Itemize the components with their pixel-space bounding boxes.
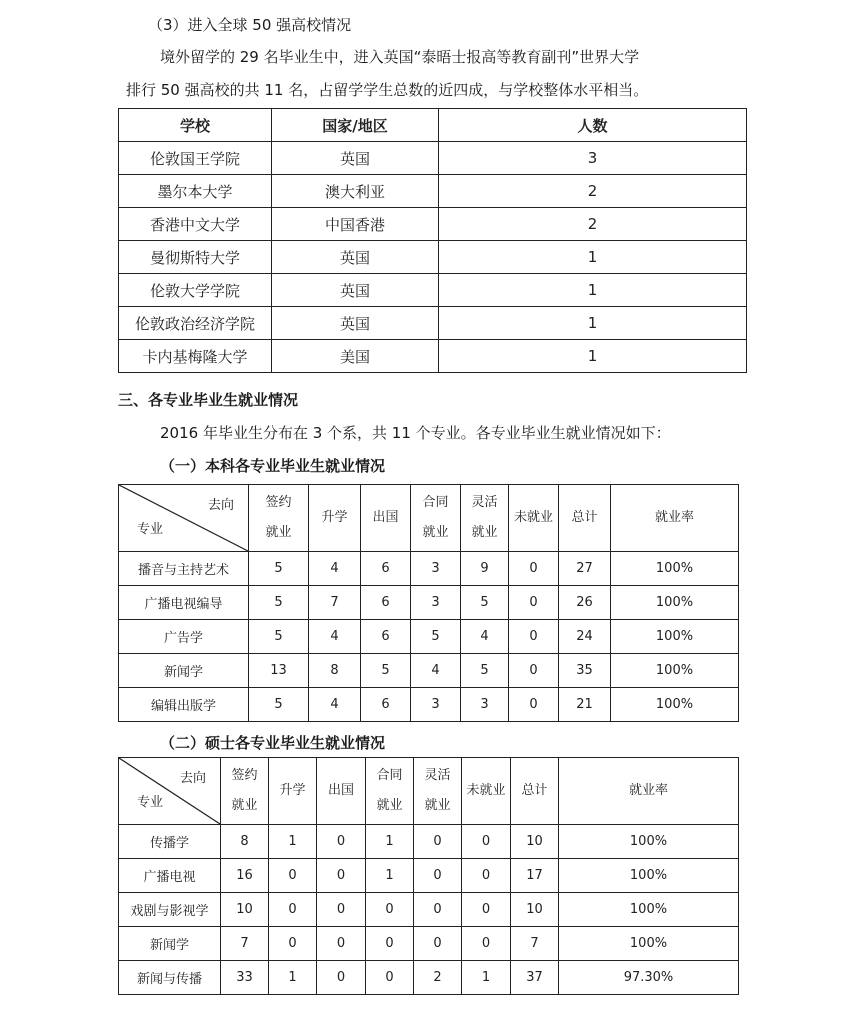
region-cell: 英国 — [272, 142, 439, 175]
column-header-text: 合同 — [422, 495, 449, 510]
value-cell: 5 — [461, 586, 509, 620]
value-cell: 97.30% — [559, 961, 739, 995]
value-cell: 4 — [309, 552, 361, 586]
table-row — [119, 620, 739, 654]
value-cell: 0 — [269, 893, 317, 927]
value-cell: 37 — [511, 961, 559, 995]
value-cell: 100% — [611, 552, 739, 586]
value-cell: 0 — [462, 927, 511, 961]
value-cell: 0 — [317, 825, 366, 859]
count-cell: 1 — [439, 340, 747, 373]
value-cell: 10 — [511, 893, 559, 927]
count-cell: 2 — [439, 175, 747, 208]
column-header — [511, 758, 559, 825]
region-cell: 美国 — [272, 340, 439, 373]
value-cell: 0 — [269, 859, 317, 893]
table-header-row — [119, 109, 747, 142]
school-cell: 曼彻斯特大学 — [119, 241, 272, 274]
column-header — [361, 485, 411, 552]
column-header-text: 出国 — [327, 783, 354, 798]
value-cell: 3 — [461, 688, 509, 722]
region-cell: 英国 — [272, 307, 439, 340]
value-cell: 4 — [461, 620, 509, 654]
master-employment-table — [118, 757, 739, 995]
value-cell: 4 — [411, 654, 461, 688]
table-row — [119, 961, 739, 995]
column-header-text: 总计 — [521, 783, 548, 798]
value-cell: 0 — [509, 688, 559, 722]
value-cell: 100% — [611, 586, 739, 620]
major-label: 专业 — [137, 522, 164, 537]
count-cell: 2 — [439, 208, 747, 241]
school-cell: 香港中文大学 — [119, 208, 272, 241]
column-header-text: 就业率 — [628, 783, 668, 798]
column-header — [509, 485, 559, 552]
value-cell: 0 — [366, 893, 414, 927]
major-cell: 新闻学 — [119, 654, 249, 688]
column-header-text: 升学 — [321, 510, 348, 525]
value-cell: 6 — [361, 552, 411, 586]
count-cell: 1 — [439, 307, 747, 340]
diagonal-header-cell — [119, 758, 221, 825]
table-header-row — [119, 485, 739, 552]
column-header — [309, 485, 361, 552]
column-header — [249, 485, 309, 552]
paragraph-line: 境外留学的 29 名毕业生中，进入英国“泰晤士报高等教育副刊”世界大学 — [160, 48, 640, 66]
paragraph-line: 排行 50 强高校的共 11 名，占留学学生总数的近四成，与学校整体水平相当。 — [126, 81, 649, 99]
value-cell: 1 — [366, 825, 414, 859]
value-cell: 5 — [249, 620, 309, 654]
column-header-text: 总计 — [571, 510, 598, 525]
value-cell: 0 — [462, 893, 511, 927]
column-header-text: 出国 — [372, 510, 399, 525]
count-cell: 3 — [439, 142, 747, 175]
column-header — [462, 758, 511, 825]
value-cell: 5 — [361, 654, 411, 688]
value-cell: 4 — [309, 688, 361, 722]
table-row — [119, 552, 739, 586]
column-header — [611, 485, 739, 552]
table-row — [119, 175, 747, 208]
count-cell: 1 — [439, 241, 747, 274]
major-cell: 新闻与传播 — [119, 961, 221, 995]
column-header-text: 灵活 — [424, 768, 451, 783]
column-header-text: 灵活 — [471, 495, 498, 510]
direction-label: 去向 — [207, 498, 234, 513]
column-header-text: 就业 — [424, 798, 451, 813]
value-cell: 10 — [221, 893, 269, 927]
value-cell: 5 — [249, 552, 309, 586]
value-cell: 1 — [269, 825, 317, 859]
value-cell: 0 — [414, 859, 462, 893]
school-cell: 伦敦政治经济学院 — [119, 307, 272, 340]
column-header-text: 就业率 — [654, 510, 694, 525]
major-cell: 广告学 — [119, 620, 249, 654]
column-header — [461, 485, 509, 552]
value-cell: 100% — [611, 688, 739, 722]
table-row — [119, 688, 739, 722]
column-header-text: 合同 — [376, 768, 403, 783]
value-cell: 100% — [559, 825, 739, 859]
column-header-text: 就业 — [471, 525, 498, 540]
column-header — [559, 758, 739, 825]
value-cell: 100% — [611, 654, 739, 688]
column-header: 学校 — [119, 109, 272, 142]
school-cell: 伦敦国王学院 — [119, 142, 272, 175]
value-cell: 8 — [309, 654, 361, 688]
column-header — [269, 758, 317, 825]
value-cell: 0 — [509, 586, 559, 620]
value-cell: 4 — [309, 620, 361, 654]
value-cell: 0 — [509, 654, 559, 688]
direction-label: 去向 — [179, 771, 206, 786]
value-cell: 3 — [411, 586, 461, 620]
value-cell: 0 — [509, 552, 559, 586]
column-header-text: 签约 — [231, 768, 258, 783]
column-header-text: 就业 — [376, 798, 403, 813]
column-header-text: 未就业 — [513, 510, 553, 525]
undergrad-employment-table — [118, 484, 739, 722]
value-cell: 7 — [221, 927, 269, 961]
value-cell: 27 — [559, 552, 611, 586]
value-cell: 5 — [461, 654, 509, 688]
value-cell: 5 — [249, 586, 309, 620]
value-cell: 9 — [461, 552, 509, 586]
value-cell: 100% — [611, 620, 739, 654]
table-row — [119, 654, 739, 688]
table-row — [119, 927, 739, 961]
table-row — [119, 241, 747, 274]
major-cell: 传播学 — [119, 825, 221, 859]
value-cell: 2 — [414, 961, 462, 995]
major-cell: 广播电视 — [119, 859, 221, 893]
value-cell: 3 — [411, 688, 461, 722]
value-cell: 21 — [559, 688, 611, 722]
value-cell: 6 — [361, 586, 411, 620]
value-cell: 0 — [462, 825, 511, 859]
count-cell: 1 — [439, 274, 747, 307]
table-row — [119, 340, 747, 373]
column-header — [221, 758, 269, 825]
diagonal-header-cell — [119, 485, 249, 552]
value-cell: 33 — [221, 961, 269, 995]
section-heading: 三、各专业毕业生就业情况 — [118, 391, 299, 409]
value-cell: 3 — [411, 552, 461, 586]
value-cell: 0 — [317, 927, 366, 961]
region-cell: 中国香港 — [272, 208, 439, 241]
value-cell: 26 — [559, 586, 611, 620]
value-cell: 0 — [317, 893, 366, 927]
value-cell: 5 — [249, 688, 309, 722]
top50-table — [118, 108, 747, 373]
subsection-heading: （二）硕士各专业毕业生就业情况 — [160, 734, 386, 752]
value-cell: 0 — [414, 825, 462, 859]
major-cell: 编辑出版学 — [119, 688, 249, 722]
region-cell: 英国 — [272, 241, 439, 274]
value-cell: 13 — [249, 654, 309, 688]
value-cell: 24 — [559, 620, 611, 654]
column-header — [411, 485, 461, 552]
value-cell: 35 — [559, 654, 611, 688]
table-row — [119, 825, 739, 859]
value-cell: 0 — [269, 927, 317, 961]
value-cell: 8 — [221, 825, 269, 859]
value-cell: 6 — [361, 688, 411, 722]
value-cell: 17 — [511, 859, 559, 893]
column-header-text: 升学 — [279, 783, 306, 798]
subsection-heading: （一）本科各专业毕业生就业情况 — [160, 457, 386, 475]
column-header — [366, 758, 414, 825]
column-header-text: 签约 — [265, 495, 292, 510]
major-cell: 戏剧与影视学 — [119, 893, 221, 927]
value-cell: 0 — [509, 620, 559, 654]
school-cell: 伦敦大学学院 — [119, 274, 272, 307]
value-cell: 0 — [414, 927, 462, 961]
value-cell: 100% — [559, 859, 739, 893]
region-cell: 英国 — [272, 274, 439, 307]
value-cell: 5 — [411, 620, 461, 654]
major-label: 专业 — [137, 795, 164, 810]
value-cell: 0 — [317, 859, 366, 893]
value-cell: 0 — [414, 893, 462, 927]
column-header-text: 就业 — [422, 525, 449, 540]
major-cell: 播音与主持艺术 — [119, 552, 249, 586]
value-cell: 6 — [361, 620, 411, 654]
column-header-text: 未就业 — [466, 783, 506, 798]
column-header-text: 就业 — [265, 525, 292, 540]
value-cell: 16 — [221, 859, 269, 893]
table-header-row — [119, 758, 739, 825]
value-cell: 1 — [269, 961, 317, 995]
value-cell: 100% — [559, 927, 739, 961]
table-row — [119, 142, 747, 175]
column-header — [414, 758, 462, 825]
value-cell: 1 — [366, 859, 414, 893]
value-cell: 0 — [462, 859, 511, 893]
column-header — [317, 758, 366, 825]
value-cell: 0 — [366, 927, 414, 961]
column-header: 人数 — [439, 109, 747, 142]
column-header-text: 就业 — [231, 798, 258, 813]
value-cell: 0 — [366, 961, 414, 995]
value-cell: 10 — [511, 825, 559, 859]
value-cell: 7 — [511, 927, 559, 961]
column-header: 国家/地区 — [272, 109, 439, 142]
section-title: （3）进入全球 50 强高校情况 — [148, 16, 352, 34]
table-row — [119, 859, 739, 893]
table-row — [119, 893, 739, 927]
table-row — [119, 208, 747, 241]
column-header — [559, 485, 611, 552]
value-cell: 7 — [309, 586, 361, 620]
major-cell: 新闻学 — [119, 927, 221, 961]
region-cell: 澳大利亚 — [272, 175, 439, 208]
major-cell: 广播电视编导 — [119, 586, 249, 620]
school-cell: 墨尔本大学 — [119, 175, 272, 208]
value-cell: 0 — [317, 961, 366, 995]
value-cell: 1 — [462, 961, 511, 995]
school-cell: 卡内基梅隆大学 — [119, 340, 272, 373]
intro-text: 2016 年毕业生分布在 3 个系，共 11 个专业。各专业毕业生就业情况如下： — [160, 424, 671, 442]
table-row — [119, 274, 747, 307]
table-row — [119, 307, 747, 340]
table-row — [119, 586, 739, 620]
value-cell: 100% — [559, 893, 739, 927]
